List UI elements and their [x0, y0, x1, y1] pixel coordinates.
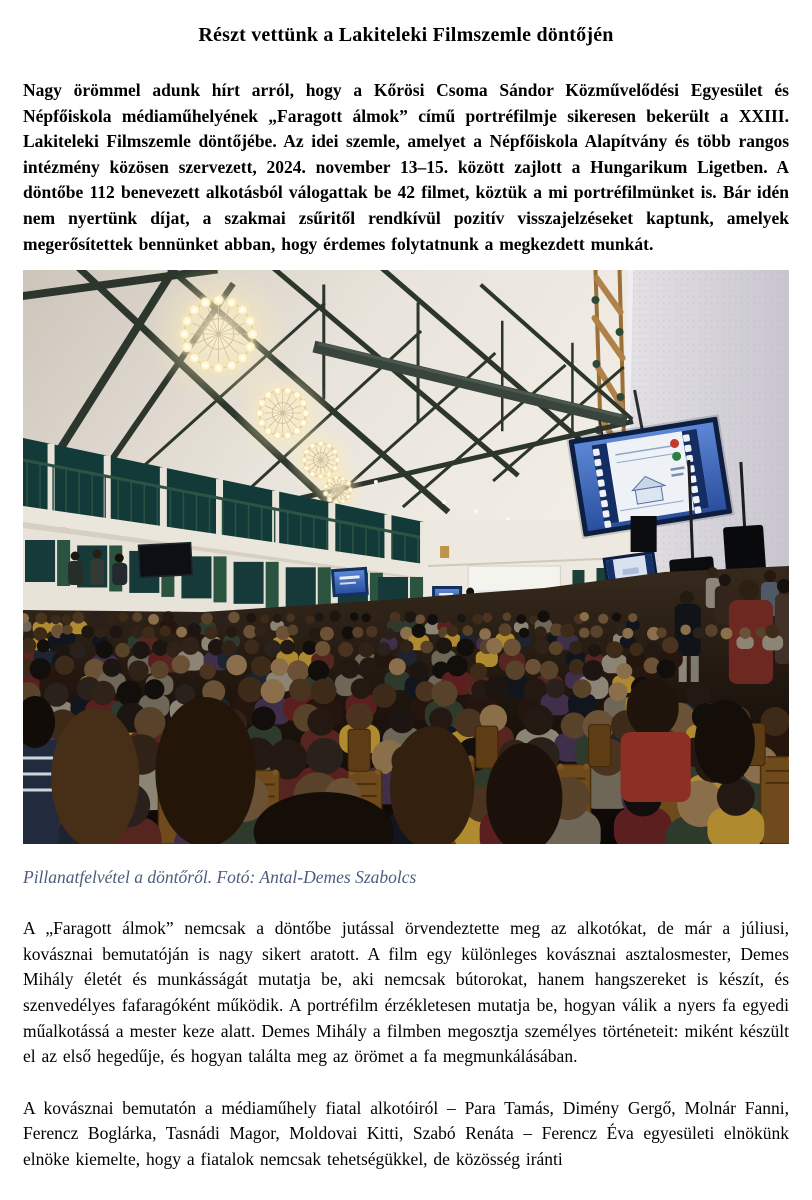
page-title: Részt vettünk a Lakiteleki Filmszemle döntőjén — [198, 24, 614, 46]
photo-caption: Pillanatfelvétel a döntőről. Fotó: Antal-Demes Szabolcs — [23, 867, 417, 888]
speaker — [631, 516, 657, 552]
intro-paragraph: Nagy örömmel adunk hírt arról, hogy a Kőrösi Csoma Sándor Közművelődési Egyesület és Népfőiskola médiaműhelyének „Faragott álmok” című portréfilmje sikeresen bekerült a XXIII. Lakiteleki Filmszemle döntőjébe. Az idei szemle, amelyet a Népfőiskola Alapítvány és több rangos intézmény közösen szervezett, 2024. november 13–15. között zajlott a Hungarikum Ligetben. A döntőbe 112 benevezett alkotásból válogattak be 42 filmet, köztük a mi portréfilmünket is. Bár idén nem nyertünk díjat, a szakmai zsűritől rendkívül pozitív visszajelzéseket kaptunk, amelyek megerősítettek bennünket abban, hogy érdemes folytatnunk a megkezdett munkát. — [23, 80, 789, 254]
body-paragraph-2: A kovásznai bemutatón a médiaműhely fiatal alkotóiról – Para Tamás, Dimény Gergő, Molnár Fanni, Ferencz Boglárka, Tasnádi Magor, Moldovai Kitti, Szabó Renáta – Ferencz Éva egyesületi elnökünk elnöke kiemelte, hogy a fiatalok nemcsak tehetségükkel, de közösség iránti — [23, 1097, 789, 1169]
auditorium-photo-figure — [23, 270, 789, 844]
auditorium-photo — [23, 270, 789, 844]
pillar-monitor — [331, 567, 369, 597]
wall-mounted-tv — [138, 543, 192, 578]
body-paragraph-1: A „Faragott álmok” nemcsak a döntőbe jutással örvendeztette meg az alkotókat, de már a júliusi, kovásznai bemutatóján is nagy sikert aratott. A film egy különleges kovásznai asztalosmester, Demes Mihály életét és munkásságát mutatja be, aki nemcsak bútorokat, hanem hangszereket is készít, és szenvedélyes fafaragóként működik. A portréfilm érzékletesen mutatja be, hogyan válik a nyers fa egyedi műalkotássá a mester keze alatt. Demes Mihály a filmben megosztja személyes történeteit: miként készült el az első hegedűje, és hogyan találta meg az örömet a fa megmunkálásában. — [23, 918, 789, 1067]
